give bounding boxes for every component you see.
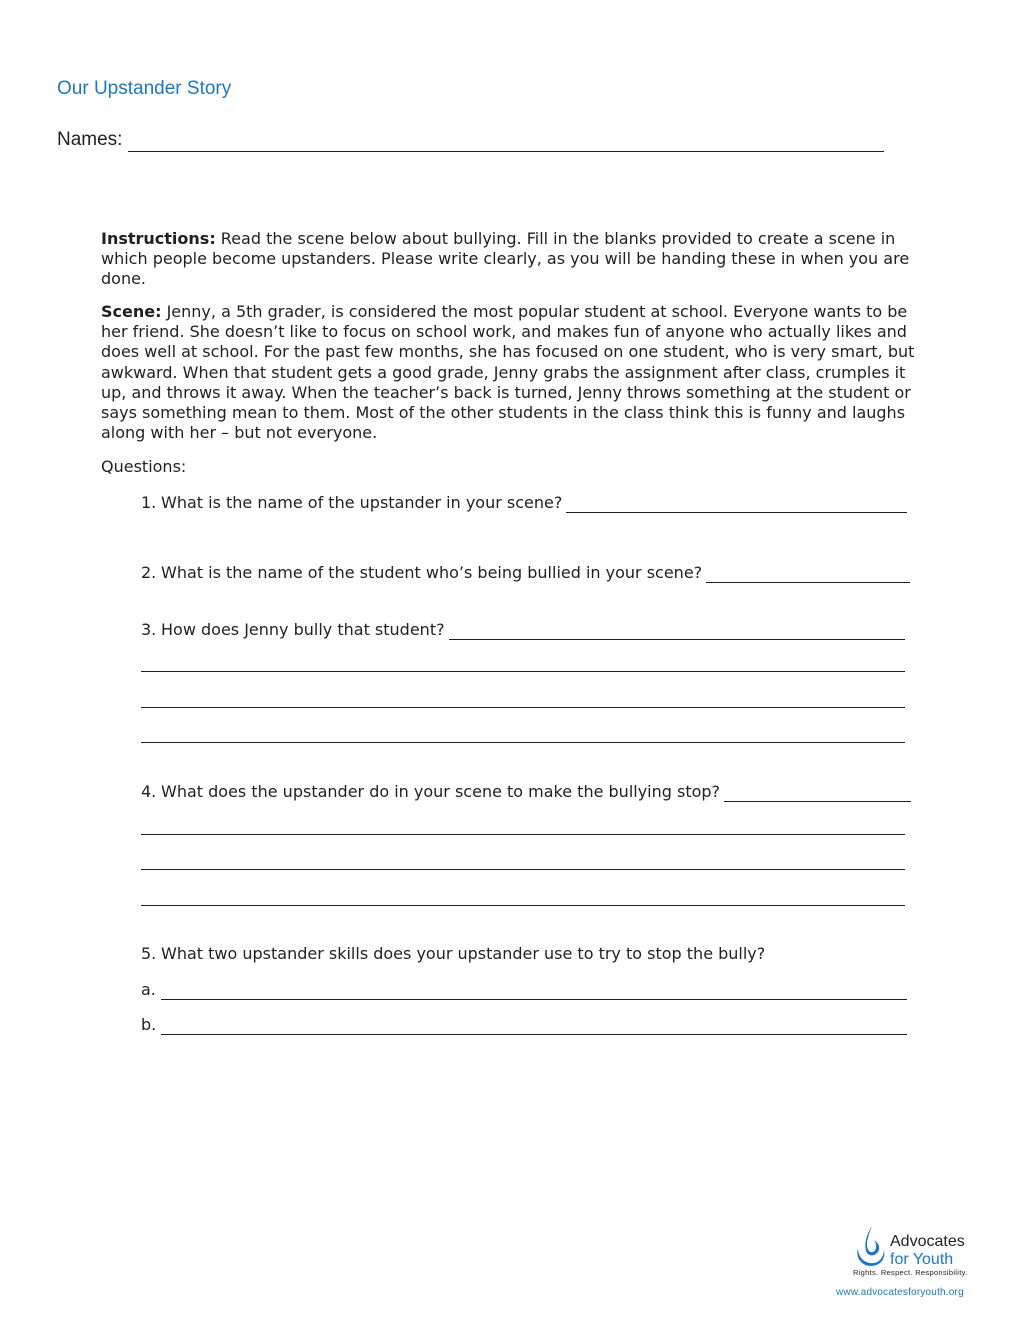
scene-paragraph: [101, 302, 917, 443]
question-text: What is the name of the upstander in your scene?: [161, 493, 563, 512]
answer-line[interactable]: [141, 707, 905, 708]
answer-field[interactable]: [566, 496, 907, 513]
question-number: 3.: [141, 620, 157, 639]
names-label: Names:: [57, 129, 123, 150]
question-number: 4.: [141, 782, 157, 801]
logo-wordmark: [890, 1233, 965, 1269]
answer-field[interactable]: [161, 983, 907, 1000]
questions-heading: Questions:: [101, 457, 187, 476]
question-1: [141, 493, 907, 513]
question-text: What is the name of the student who’s being bullied in your scene?: [161, 563, 703, 582]
names-row: [57, 124, 884, 152]
advocates-for-youth-logo: [852, 1222, 992, 1282]
question-number: 2.: [141, 563, 157, 582]
instructions-text: Read the scene below about bullying. Fill in the blanks provided to create a scene in which people become upstanders. Please write clearly, as you will be handing these in when you are done.: [101, 229, 910, 289]
website-url[interactable]: www.advocatesforyouth.org: [836, 1287, 964, 1298]
question-text: What two upstander skills does your upstander use to try to stop the bully?: [161, 944, 766, 963]
instructions-paragraph: [101, 229, 917, 290]
scene-label: Scene:: [101, 302, 162, 321]
scene-text: Jenny, a 5th grader, is considered the most popular student at school. Everyone wants to be her friend. She doesn’t like to focus on school work, and makes fun of anyone who actually likes and does well at school. For the past few months, she has focused on one student, who is very smart, but awkward. When that student gets a good grade, Jenny grabs the assignment after class, crumples it up, and throws it away. When the teacher’s back is turned, Jenny throws something at the student or says something mean to them. Most of the other students in the class think this is funny and laughs along with her – but not everyone.: [101, 302, 915, 443]
answer-field[interactable]: [706, 566, 910, 583]
logo-line-1: Advocates: [890, 1233, 965, 1250]
page-title: Our Upstander Story: [57, 78, 232, 99]
answer-field[interactable]: [449, 623, 905, 640]
question-4: [141, 782, 911, 802]
answer-line[interactable]: [141, 671, 905, 672]
question-2: [141, 563, 910, 583]
answer-item-b: [141, 1015, 907, 1035]
answer-item-label: a.: [141, 980, 156, 999]
answer-line[interactable]: [141, 742, 905, 743]
water-drop-icon: [852, 1224, 890, 1268]
question-text: How does Jenny bully that student?: [161, 620, 445, 639]
question-text: What does the upstander do in your scene to make the bullying stop?: [161, 782, 721, 801]
question-5: [141, 944, 911, 964]
answer-item-a: [141, 980, 907, 1000]
logo-line-2: for Youth: [890, 1251, 954, 1268]
answer-line[interactable]: [141, 869, 905, 870]
question-3: [141, 620, 905, 640]
answer-field[interactable]: [161, 1018, 907, 1035]
logo-tagline: Rights. Respect. Responsibility.: [853, 1268, 968, 1277]
question-number: 5.: [141, 944, 157, 963]
names-field[interactable]: [128, 129, 884, 152]
answer-line[interactable]: [141, 834, 905, 835]
question-number: 1.: [141, 493, 157, 512]
answer-field[interactable]: [724, 785, 911, 802]
answer-item-label: b.: [141, 1015, 157, 1034]
answer-line[interactable]: [141, 905, 905, 906]
instructions-label: Instructions:: [101, 229, 216, 248]
